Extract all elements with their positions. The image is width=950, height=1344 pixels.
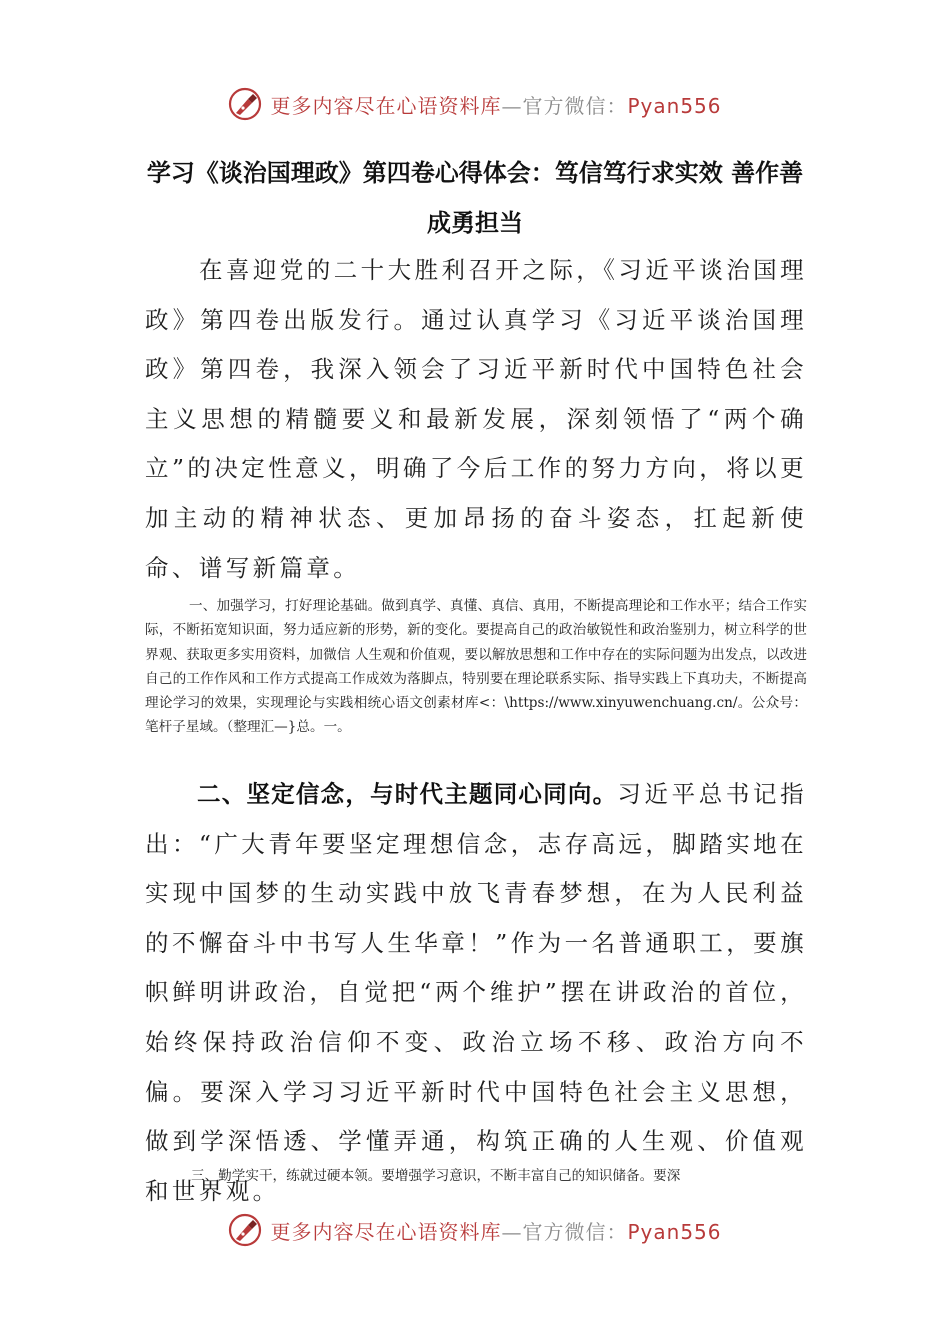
paragraph-section-one: 一、加强学习，打好理论基础。做到真学、真懂、真信、真用，不断提高理论和工作水平；结合工作实际，不断拓宽知识面，努力适应新的形势，新的变化。要提高自己的政治敏锐性和政治鉴别力，树立科学的世界观、获取更多实用资料，加微信 人生观和价值观，要以解放思想和工作中存在的实际问题为出发点，以改进自己的工作作风和工作方式提高工作成效为落脚点，特别要在理论联系实际、指导实践上下真功夫，不断提高理论学习的效果，实现理论与实践相统心语文创素材库<：\https://www.xinyuwenchuang.cn/。公众号：笔杆子星域。（整理汇—}总。一。 — [145, 598, 807, 736]
footer-watermark-banner — [0, 1210, 950, 1250]
paragraph-section-two — [145, 770, 807, 1216]
section-two-heading: 二、坚定信念，与时代主题同心同向。 — [197, 780, 618, 808]
watermark-text: 更多内容尽在心语资料库—官方微信：Pyan556 — [270, 93, 722, 118]
document-title: 学习《谈治国理政》第四卷心得体会：笃信笃行求实效 善作善成勇担当 — [146, 159, 804, 237]
section-two-body: 习近平总书记指出：“广大青年要坚定理想信念，志存高远，脚踏实地在实现中国梦的生动实践中放飞青春梦想，在为人民利益的不懈奋斗中书写人生华章！”作为一名普通职工，要旗帜鲜明讲政治，自觉把“两个维护”摆在讲政治的首位，始终保持政治信仰不变、政治立场不移、政治方向不偏。要深入学习习近平新时代中国特色社会主义思想，做到学深悟透、学懂弄通，构筑正确的人生观、价值观和世界观。 — [145, 780, 807, 1205]
paragraph-intro: 在喜迎党的二十大胜利召开之际，《习近平谈治国理政》第四卷出版发行。通过认真学习《习近平谈治国理政》第四卷，我深入领会了习近平新时代中国特色社会主义思想的精髓要义和最新发展，深刻领悟了“两个确立”的决定性意义，明确了今后工作的努力方向，将以更加主动的精神状态、更加昂扬的奋斗姿态，扛起新使命、谱写新篇章。 — [145, 256, 807, 582]
watermark-text: 更多内容尽在心语资料库—官方微信：Pyan556 — [270, 1219, 722, 1244]
pen-nib-logo-icon — [228, 87, 262, 121]
paragraph-section-three: 三、勤学实干，练就过硬本领。要增强学习意识，不断丰富自己的知识储备。要深 — [191, 1168, 681, 1184]
header-watermark-banner — [0, 84, 950, 124]
pen-nib-logo-icon — [228, 1213, 262, 1247]
